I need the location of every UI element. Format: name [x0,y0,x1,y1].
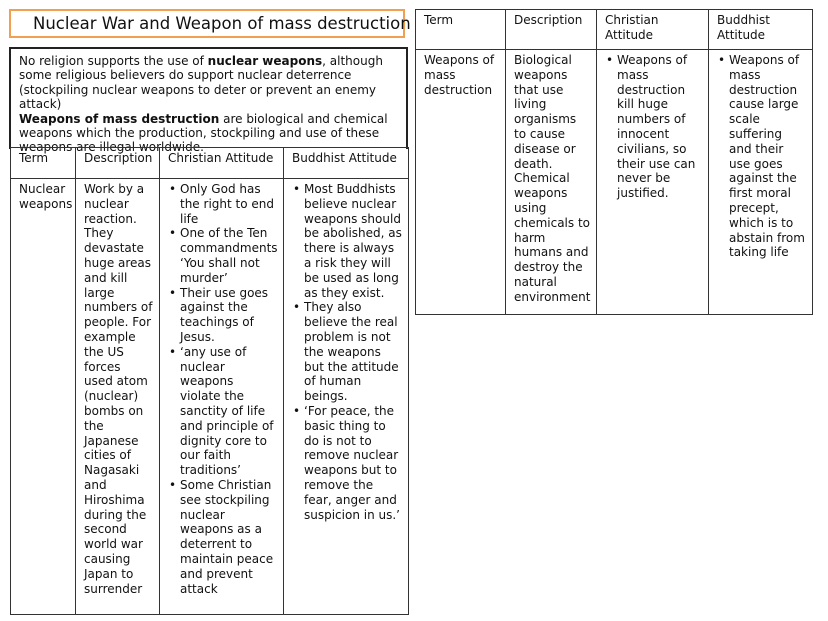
page-title: Nuclear War and Weapon of mass destruction [9,9,405,38]
list-item: • Some Christian see stockpiling nuclear weapons as a deterrent to maintain peace and prevent attack [168,478,277,596]
buddhist-bullet-list [292,182,402,522]
intro-text: No religion supports the use of [19,54,208,68]
list-item: • Weapons of mass destruction cause large scale suffering and their use goes against the first moral precept, which is to abstain from taking life [717,53,806,260]
column-header-buddhist: Buddhist Attitude [709,10,813,50]
table-header-row [416,10,813,50]
intro-box [9,47,408,155]
list-item: • Only God has the right to end life [168,182,277,226]
intro-text: are biological and chemical weapons which the production, stockpiling and use of these weapons are illegal worldwide. [19,111,388,155]
buddhist-bullet-list [717,53,806,260]
cell-buddhist-attitude [284,179,409,615]
cell-description: Biological weapons that use living organisms to cause disease or death. Chemical weapons using chemicals to harm humans and destroy the natural environment [506,50,597,315]
table-header-row [11,148,409,179]
table-row [416,50,813,315]
column-header-term: Term [11,148,76,179]
wmd-table [415,9,813,315]
intro-text: , although some religious believers do support nuclear deterrence (stockpiling nuclear weapons to deter or prevent an enemy attack) [19,54,383,112]
intro-bold-term: Weapons of mass destruction [19,111,220,126]
column-header-description: Description [76,148,160,179]
nuclear-weapons-table [10,147,409,615]
column-header-buddhist: Buddhist Attitude [284,148,409,179]
christian-bullet-list [168,182,277,596]
cell-term: Nuclear weapons [11,179,76,615]
intro-bold-term: nuclear weapons [207,54,323,68]
list-item: • Their use goes against the teachings of Jesus. [168,286,277,345]
cell-description: Work by a nuclear reaction. They devastate huge areas and kill large numbers of people. For example the US forces used atom (nuclear) bombs on the Japanese cities of Nagasaki and Hiroshima during the second world war causing Japan to surrender [76,179,160,615]
column-header-term: Term [416,10,506,50]
cell-buddhist-attitude [709,50,813,315]
table-row [11,179,409,615]
list-item: • ‘For peace, the basic thing to do is not to remove nuclear weapons but to remove the fear, anger and suspicion in us.’ [292,404,402,522]
list-item: • One of the Ten commandments ‘You shall not murder’ [168,226,277,285]
christian-bullet-list [605,53,702,201]
cell-term: Weapons of mass destruction [416,50,506,315]
cell-christian-attitude [160,179,284,615]
list-item: • ‘any use of nuclear weapons violate the sanctity of life and principle of dignity core to our faith traditions’ [168,345,277,478]
list-item: • Weapons of mass destruction kill huge numbers of innocent civilians, so their use can never be justified. [605,53,702,201]
list-item: • They also believe the real problem is not the weapons but the attitude of human beings. [292,300,402,404]
column-header-description: Description [506,10,597,50]
cell-christian-attitude [597,50,709,315]
list-item: • Most Buddhists believe nuclear weapons should be abolished, as there is always a risk they will be used as long as they exist. [292,182,402,300]
intro-paragraph-nuclear [19,54,398,112]
column-header-christian: Christian Attitude [160,148,284,179]
column-header-christian: Christian Attitude [597,10,709,50]
